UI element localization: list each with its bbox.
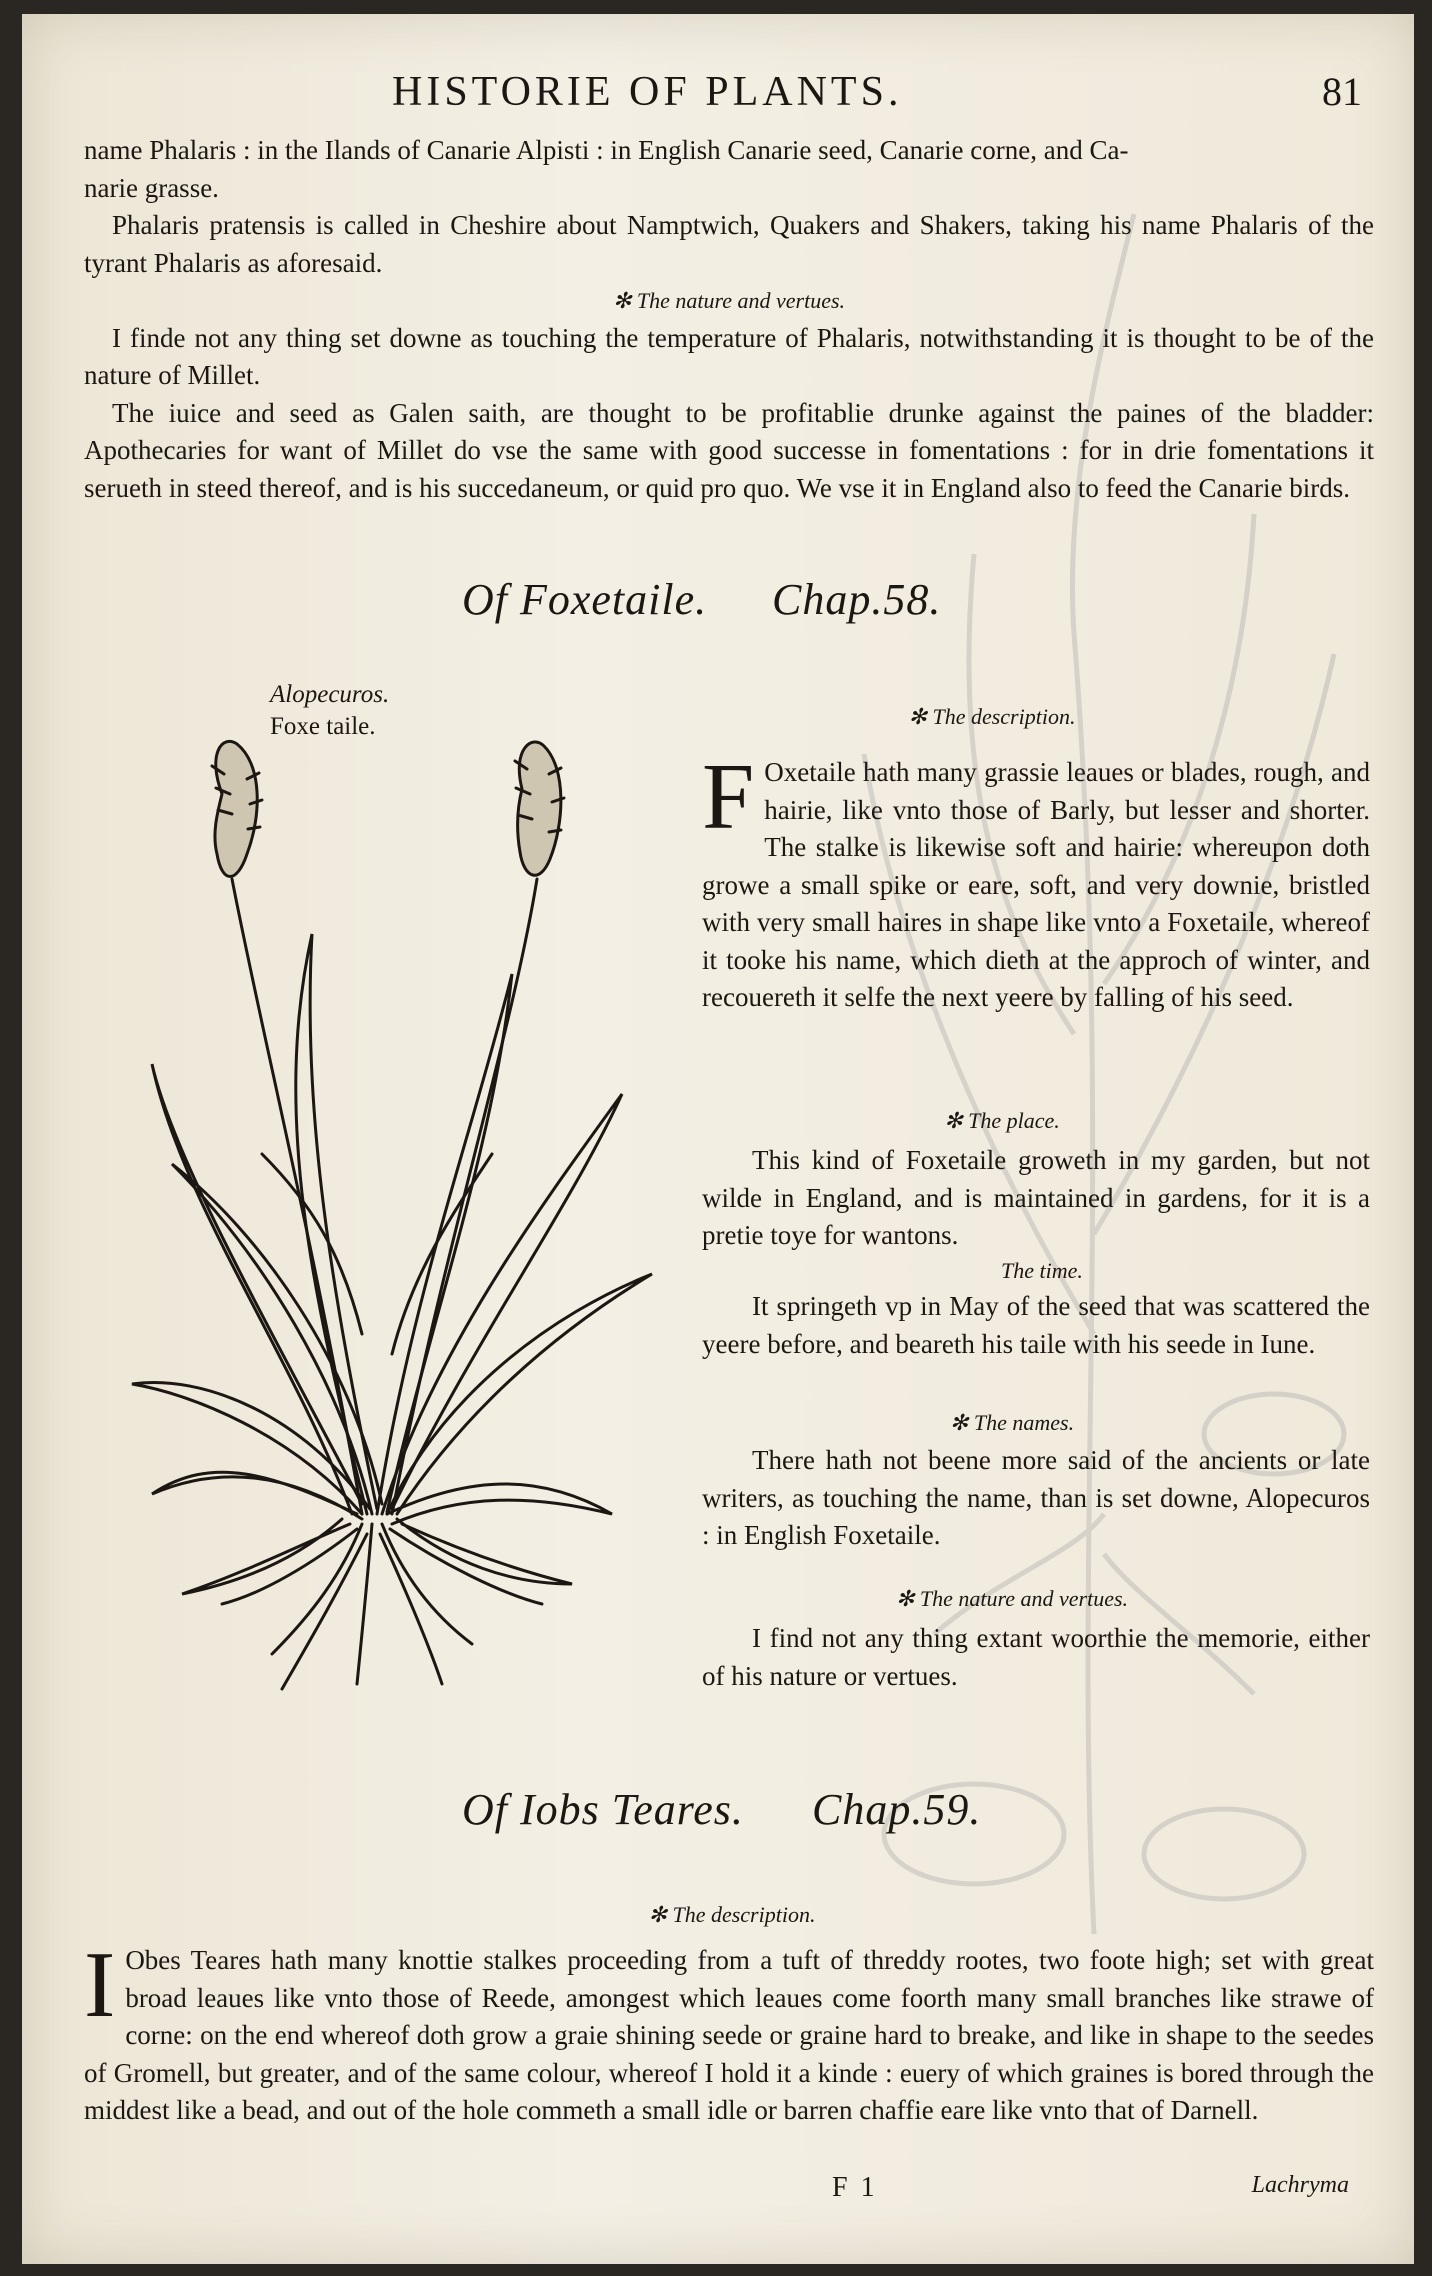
ch58-time-heading: The time. bbox=[1001, 1258, 1083, 1283]
intro-section bbox=[84, 132, 1374, 507]
chapter-59-number: Chap.59. bbox=[812, 1785, 982, 1834]
intro-paragraph-2: Phalaris pratensis is called in Cheshire about Namptwich, Quakers and Shakers, taking his name Phalaris of the tyrant Phalaris as aforesaid. bbox=[84, 210, 1374, 278]
intro-line-1: name Phalaris : in the Ilands of Canarie Alpisti : in English Canarie seed, Canarie corne, and Ca- bbox=[84, 135, 1129, 165]
dropcap-f: F bbox=[702, 745, 755, 849]
ch59-description-heading: ✻ The description. bbox=[648, 1902, 816, 1927]
intro-line-2: narie grasse. bbox=[84, 172, 219, 203]
chapter-58-title: Of Foxetaile. bbox=[462, 575, 708, 624]
ch58-names bbox=[702, 1442, 1370, 1555]
page-number: 81 bbox=[1322, 69, 1362, 114]
ch58-place bbox=[702, 1142, 1370, 1255]
catchword: Lachryma bbox=[1251, 2172, 1349, 2198]
intro-paragraph-3: I finde not any thing set downe as touching the temperature of Phalaris, notwithstanding it is thought to be of the nature of Millet. bbox=[84, 322, 1374, 390]
ch58-nature-heading: ✻ The nature and vertues. bbox=[895, 1586, 1129, 1611]
chapter-59-title: Of Iobs Teares. bbox=[462, 1785, 744, 1834]
ch58-description-heading: ✻ The description. bbox=[908, 704, 1076, 729]
running-title: HISTORIE OF PLANTS. bbox=[392, 69, 903, 115]
page-header bbox=[22, 62, 1414, 132]
ch58-nature bbox=[702, 1620, 1370, 1695]
intro-heading-nature: ✻ The nature and vertues. bbox=[612, 288, 846, 313]
ch58-time-text: It springeth vp in May of the seed that was scattered the yeere before, and beareth his taile with his seede in Iune. bbox=[702, 1291, 1370, 1359]
ch59-description bbox=[84, 1933, 1374, 2130]
figure-caption-latin: Alopecuros. bbox=[270, 681, 390, 708]
ch58-time bbox=[702, 1288, 1370, 1363]
ch59-description-text bbox=[84, 1933, 1374, 2130]
figure-caption-english: Foxe taile. bbox=[270, 713, 376, 740]
ch58-names-heading: ✻ The names. bbox=[949, 1410, 1075, 1435]
foxtail-woodcut-illustration bbox=[112, 734, 672, 1694]
signature-mark: F 1 bbox=[832, 2172, 878, 2203]
ch58-place-text: This kind of Foxetaile groweth in my garden, but not wilde in England, and is maintained in gardens, for it is a pretie toye for wantons. bbox=[702, 1145, 1370, 1250]
intro-paragraph-4: The iuice and seed as Galen saith, are thought to be profitablie drunke against the paines of the bladder: Apothecaries for want of Millet do vse the same with good successe in fomentations : for in drie fomentations it serueth in steed thereof, and is his succedaneum, or quid pro quo. We vse it in England also to feed the Canarie birds. bbox=[84, 397, 1374, 503]
dropcap-i: I bbox=[84, 1933, 116, 2037]
book-page bbox=[22, 14, 1414, 2264]
ch58-description-body: Oxetaile hath many grassie leaues or blades, rough, and hairie, like vnto those of Barly, but lesser and shorter. The stalke is likewise soft and hairie: whereupon doth growe a small spike or eare, soft, and very downie, bristled with very small haires in shape like vnto a Foxetaile, whereof it tooke his name, which dieth at the approch of winter, and recouereth it selfe the next yeere by falling of his seed. bbox=[702, 757, 1370, 1012]
ch58-nature-text: I find not any thing extant woorthie the memorie, either of his nature or vertues. bbox=[702, 1623, 1370, 1691]
ch59-description-body: Obes Teares hath many knottie stalkes proceeding from a tuft of threddy rootes, two foote high; set with great broad leaues like vnto those of Reede, amongest which leaues come foorth many small branches like strawe of corne: on the end whereof doth grow a graie shining seede or graine hard to breake, and like in shape to the seedes of Gromell, but greater, and of the same colour, whereof I hold it a kinde : euery of which graines is bored through the middest like a bead, and out of the hole commeth a small idle or barren chaffie eare like vnto that of Darnell. bbox=[84, 1945, 1374, 2125]
chapter-58-number: Chap.58. bbox=[772, 575, 942, 624]
ch58-description bbox=[702, 745, 1370, 1017]
ch58-names-text: There hath not beene more said of the ancients or late writers, as touching the name, than is set downe, Alopecuros : in English Foxetaile. bbox=[702, 1445, 1370, 1550]
ch58-place-heading: ✻ The place. bbox=[944, 1108, 1060, 1133]
ch58-description-text bbox=[702, 745, 1370, 1017]
